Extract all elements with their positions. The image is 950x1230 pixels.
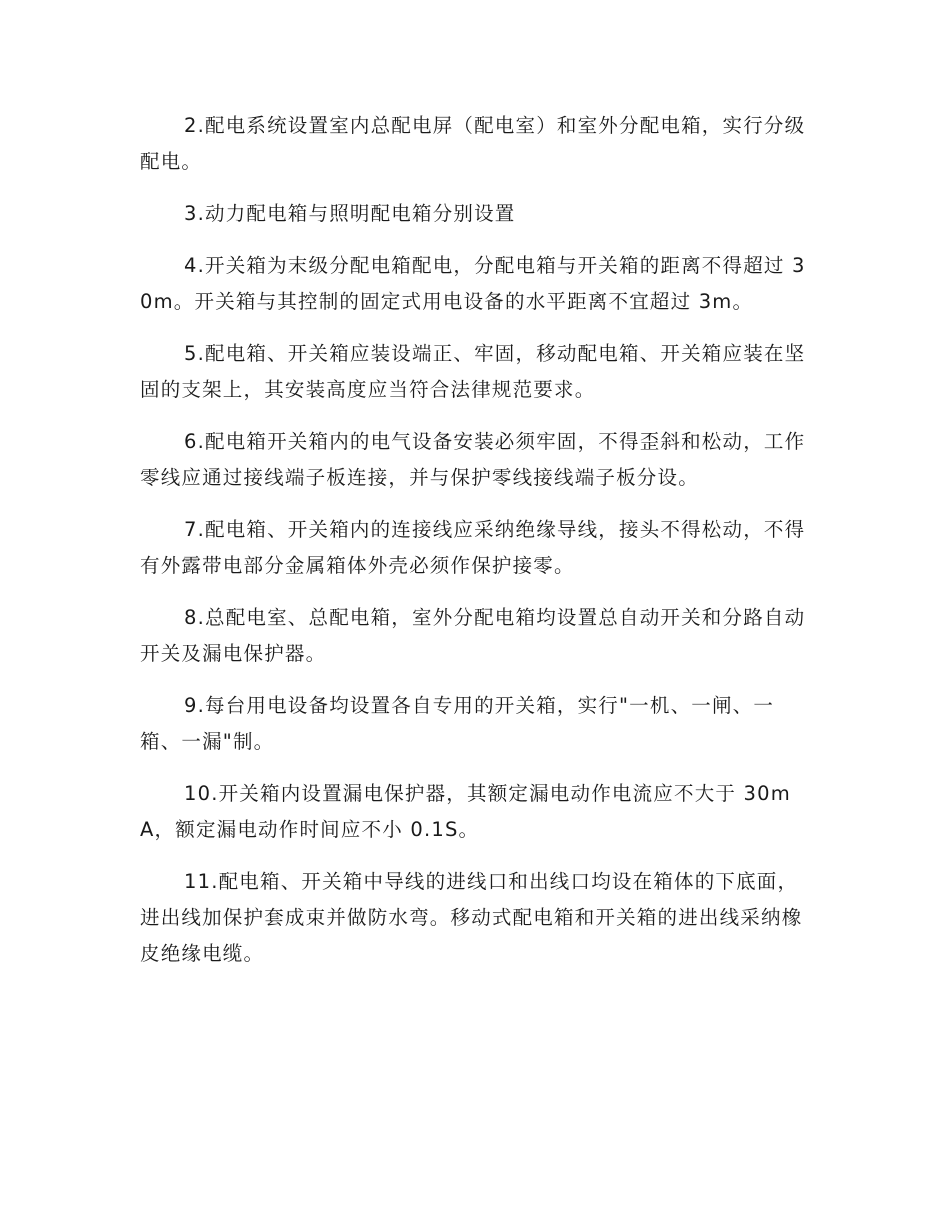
paragraph-item-3: 3.动力配电箱与照明配电箱分别设置: [184, 202, 516, 225]
paragraph-item-7: 7.配电箱、开关箱内的连接线应采纳绝缘导线，接头不得松动，不得有外露带电部分金属箱体外壳必须作保护接零。: [140, 518, 806, 577]
paragraph-item-11: 11.配电箱、开关箱中导线的进线口和出线口均设在箱体的下底面，进出线加保护套成束并做防水弯。移动式配电箱和开关箱的进出线采纳橡皮绝缘电缆。: [140, 870, 803, 965]
paragraph-item-6: 6.配电箱开关箱内的电气设备安装必须牢固，不得歪斜和松动，工作零线应通过接线端子板连接，并与保护零线接线端子板分设。: [140, 430, 806, 489]
paragraph-item-10: 10.开关箱内设置漏电保护器，其额定漏电动作电流应不大于 30mA，额定漏电动作时间应不小 0.1S。: [140, 782, 791, 841]
paragraph-item-5: 5.配电箱、开关箱应装设端正、牢固，移动配电箱、开关箱应装在坚固的支架上，其安装高度应当符合法律规范要求。: [140, 342, 806, 401]
paragraph-item-8: 8.总配电室、总配电箱，室外分配电箱均设置总自动开关和分路自动开关及漏电保护器。: [140, 606, 806, 665]
paragraph-item-4: 4.开关箱为末级分配电箱配电，分配电箱与开关箱的距离不得超过 30m。开关箱与其控制的固定式用电设备的水平距离不宜超过 3m。: [140, 254, 806, 313]
document-body: [140, 108, 806, 988]
paragraph-item-9: 9.每台用电设备均设置各自专用的开关箱，实行"一机、一闸、一箱、一漏"制。: [140, 694, 775, 753]
paragraph-item-2: 2.配电系统设置室内总配电屏（配电室）和室外分配电箱，实行分级配电。: [140, 114, 806, 173]
